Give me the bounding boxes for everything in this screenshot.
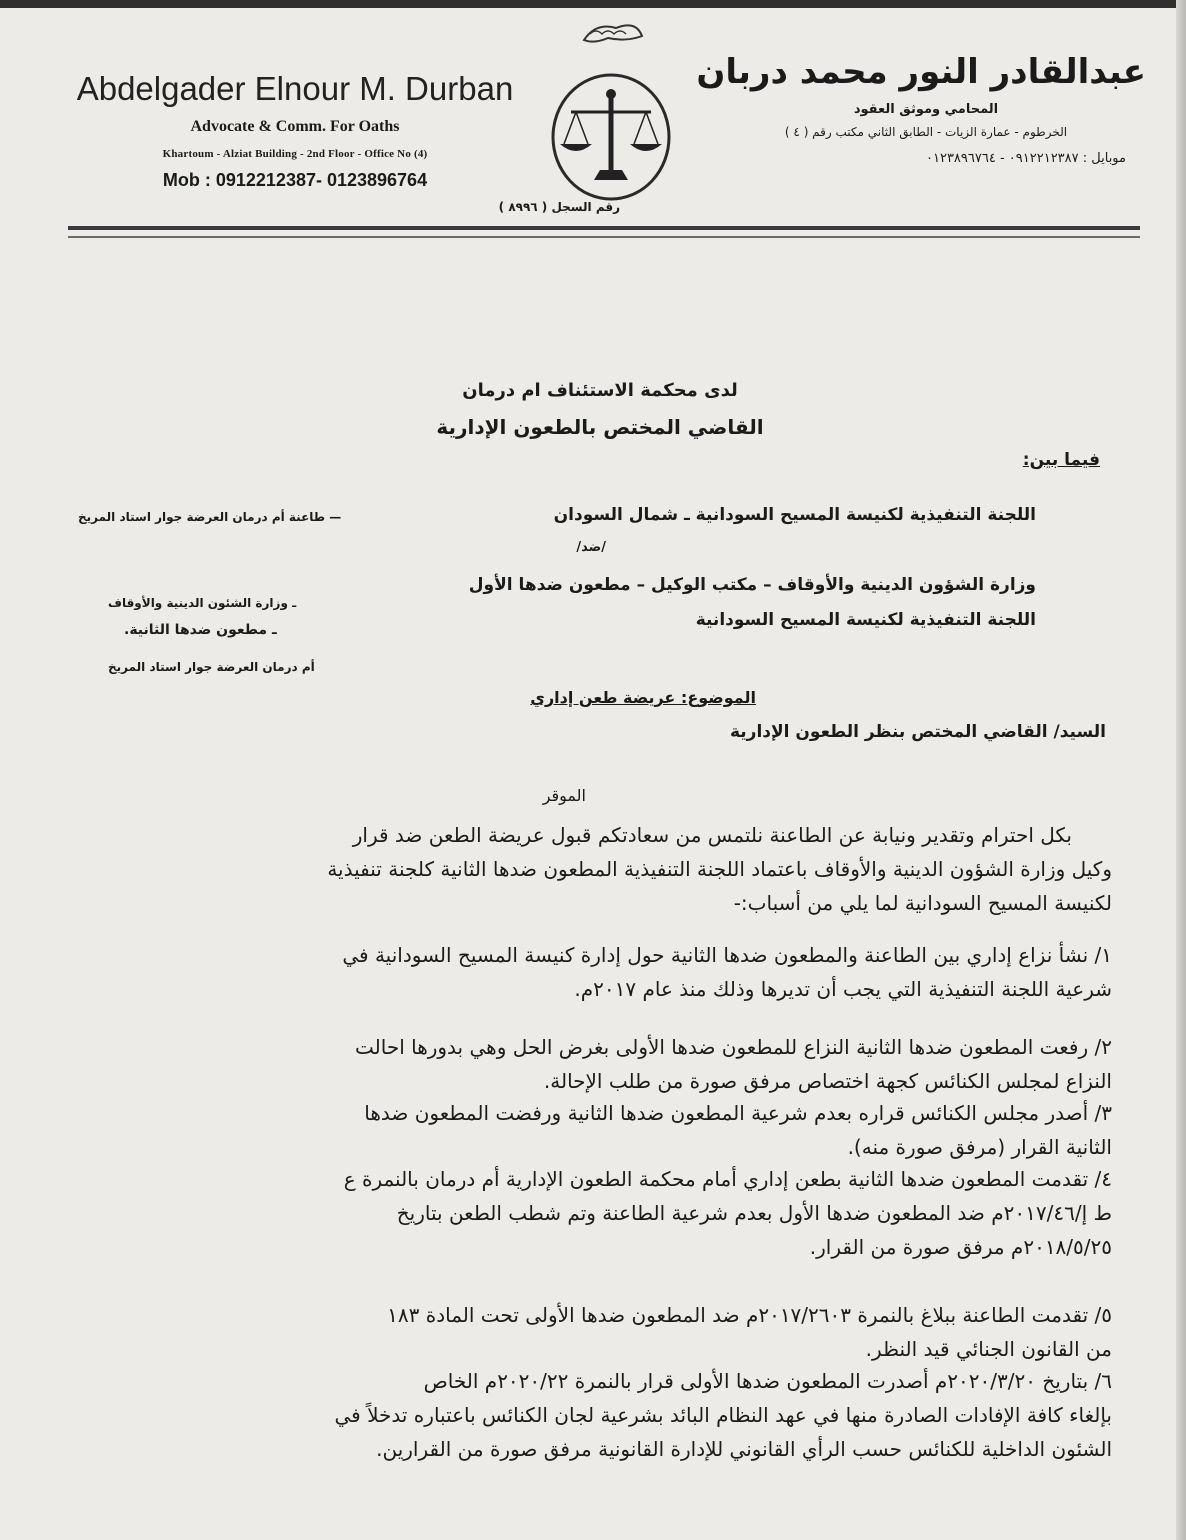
respondent-2-address: أم درمان العرضة جوار استاد المريخ	[108, 660, 315, 674]
between-heading: فيما بين:	[1022, 450, 1100, 470]
point-line: النزاع لمجلس الكنائس كجهة اختصاص مرفق صورة من طلب الإحالة.	[543, 1069, 1112, 1093]
letterhead-arabic	[696, 52, 1146, 166]
point-line: ٥/ تقدمت الطاعنة ببلاغ بالنمرة ٢٠١٧/٢٦٠٣م ضد المطعون ضدها الأولى تحت المادة ١٨٣	[387, 1303, 1112, 1327]
intro-line: لكنيسة المسيح السودانية لما يلي من أسباب:-	[733, 891, 1112, 915]
lawyer-role-ar: المحامي وموثق العقود	[853, 102, 999, 117]
point-line: من القانون الجنائي قيد النظر.	[865, 1337, 1112, 1361]
addressee-line: السيد/ القاضي المختص بنظر الطعون الإدارية	[729, 722, 1106, 742]
letterhead-english	[40, 70, 550, 191]
registration-number: رقم السجل ( ٨٩٩٦ )	[498, 200, 620, 214]
mobile-numbers-en: Mob : 0912212387- 0123896764	[162, 170, 428, 190]
intro-line: وكيل وزارة الشؤون الدينية والأوقاف باعتماد اللجنة التنفيذية المطعون ضدها الثانية كلجنة تنفيذية	[327, 857, 1112, 881]
lawyer-name-ar: عبدالقادر النور محمد دربان	[696, 52, 1146, 92]
point-line: بإلغاء كافة الإفادات الصادرة منها في عهد النظام البائد بشرعية لجان الكنائس باعتباره تدخلاً في	[334, 1403, 1112, 1427]
point-line: شرعية اللجنة التنفيذية التي يجب أن تديرها وذلك منذ عام ٢٠١٧م.	[574, 977, 1112, 1001]
point-line: ١/ نشأ نزاع إداري بين الطاعنة والمطعون ضدها الثانية حول إدارة كنيسة المسيح السودانية في	[342, 943, 1112, 967]
photo-right-edge	[1176, 0, 1186, 1540]
office-address-en: Khartoum - Alziat Building - 2nd Floor - Office No (4)	[162, 148, 428, 160]
point-line: الثانية القرار (مرفق صورة منه).	[847, 1135, 1112, 1159]
photo-top-edge	[0, 0, 1186, 8]
point-line: ٣/ أصدر مجلس الكنائس قراره بعدم شرعية المطعون ضدها الثانية ورفضت المطعون ضدها	[364, 1101, 1112, 1125]
point-4	[82, 1162, 1112, 1264]
subject-line: الموضوع: عريضة طعن إداري	[530, 688, 756, 707]
appellant-role: — طاعنة أم درمان العرضة جوار استاد المريخ	[78, 510, 342, 524]
intro-paragraph	[82, 818, 1112, 920]
respondent-2: اللجنة التنفيذية لكنيسة المسيح السودانية	[695, 610, 1036, 630]
lawyer-name-en: Abdelgader Elnour M. Durban	[76, 70, 514, 107]
office-address-ar: الخرطوم - عمارة الزيات - الطابق الثاني مكتب رقم ( ٤ )	[784, 125, 1068, 139]
point-line: الشئون الداخلية للكنائس حسب الرأي القانوني للإدارة القانونية مرفق صورة من القرارين.	[376, 1437, 1112, 1461]
point-line: ط إ/٢٠١٧/٤٦م ضد المطعون ضدها الأول بعدم شرعية الطاعنة وتم شطب الطعن بتاريخ	[396, 1201, 1112, 1225]
respondent-1: وزارة الشؤون الدينية والأوقاف – مكتب الوكيل – مطعون ضدها الأول	[468, 575, 1036, 595]
court-name: لدى محكمة الاستئناف ام درمان	[462, 380, 738, 401]
point-line: ٤/ تقدمت المطعون ضدها الثانية بطعن إداري أمام محكمة الطعون الإدارية أم درمان بالنمرة ع	[343, 1167, 1112, 1191]
scales-of-justice-emblem	[546, 12, 676, 212]
against-label: /ضد/	[576, 540, 606, 555]
point-3	[82, 1096, 1112, 1164]
intro-line: بكل احترام وتقدير ونيابة عن الطاعنة نلتمس من سعادتكم قبول عريضة الطعن ضد قرار	[352, 823, 1072, 847]
lawyer-role-en: Advocate & Comm. For Oaths	[190, 118, 400, 135]
point-6	[82, 1364, 1112, 1466]
point-2	[82, 1030, 1112, 1098]
greeting: الموقر	[542, 786, 586, 805]
point-line: ٢٠١٨/٥/٢٥م مرفق صورة من القرار.	[809, 1235, 1112, 1259]
respondent-2-side: ـ مطعون ضدها الثانية.	[124, 622, 277, 638]
point-5	[82, 1298, 1112, 1366]
point-1	[82, 938, 1112, 1006]
mobile-numbers-ar: موبايل : ٠٩١٢٢١٢٣٨٧ - ٠١٢٣٨٩٦٧٦٤	[926, 151, 1126, 166]
letterhead-rule-thin	[68, 236, 1140, 238]
letterhead-rule-thick	[68, 226, 1140, 230]
point-line: ٢/ رفعت المطعون ضدها الثانية النزاع للمطعون ضدها الأولى بغرض الحل وهي بدورها احالت	[355, 1035, 1112, 1059]
court-judge: القاضي المختص بالطعون الإدارية	[436, 415, 764, 439]
point-line: ٦/ بتاريخ ٢٠٢٠/٣/٢٠م أصدرت المطعون ضدها الأولى قرار بالنمرة ٢٠٢٠/٢٢م الخاص	[423, 1369, 1112, 1393]
respondent-1-side: ـ وزارة الشئون الدينية والأوقاف	[108, 596, 297, 610]
appellant-name: اللجنة التنفيذية لكنيسة المسيح السودانية ـ شمال السودان	[553, 505, 1036, 525]
